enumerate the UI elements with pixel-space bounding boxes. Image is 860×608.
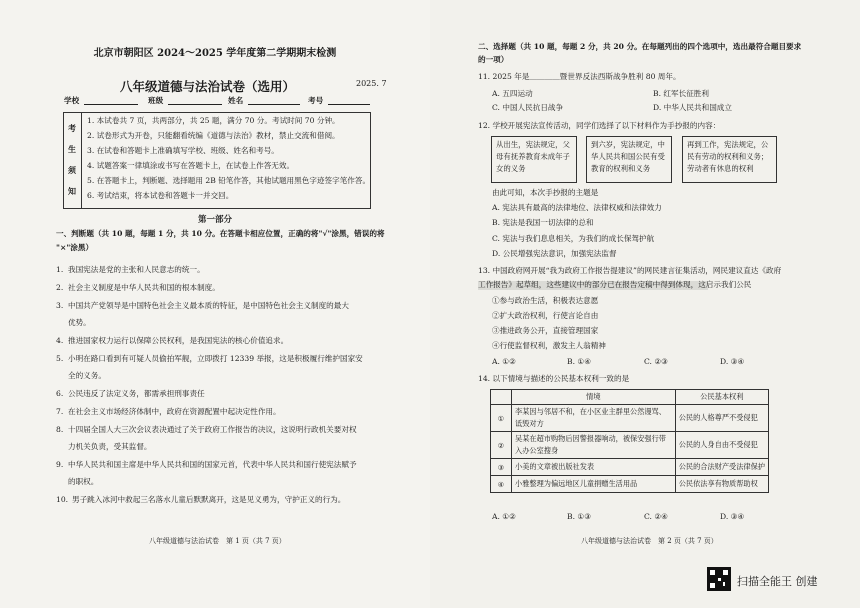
- q14-option-a: A. ①②: [492, 512, 516, 521]
- q12-option-a: A. 宪法具有最高的法律地位、法律权威和法律效力: [492, 203, 662, 212]
- table-row: ① 李某因与邻居不和，在小区业主群里公然谩骂、诋毁对方 公民的人格尊严不受侵犯: [491, 405, 769, 432]
- section-1-instructions-cont: "×"涂黑）: [56, 243, 94, 252]
- page-1-footer: 八年级道德与法治试卷 第 1 页（共 7 页）: [149, 537, 286, 545]
- qr-code-icon: [707, 567, 731, 591]
- notice-item: 6. 考试结束，将本试卷和答题卡一并交回。: [87, 191, 234, 200]
- q13-option-c: C. ②③: [644, 357, 668, 366]
- table-row: ③ 小美的文章被出版社发表 公民的合法财产受法律保护: [491, 459, 769, 476]
- field-name-line: [248, 104, 300, 105]
- question-text: 男子跳入冰河中救起三名落水儿童后默默离开，这是见义勇为，守护正义的行为。: [72, 495, 346, 504]
- q12-stem: 12. 学校开展宪法宣传活动，同学们选择了以下材料作为手抄报的内容：: [478, 121, 721, 130]
- question-number: 4.: [56, 336, 64, 345]
- q13-option-d: D. ③④: [720, 357, 745, 366]
- field-school-line: [84, 104, 138, 105]
- section-2-instructions: 二、选择题（共 10 题，每题 2 分，共 20 分。在每题列出的四个选项中，选出最符合题目要求: [478, 42, 802, 51]
- question-text: 推进国家权力运行以保障公民权利，是我国宪法的核心价值追求。: [68, 336, 289, 345]
- q14-stem: 14. 以下情境与描述的公民基本权利一致的是: [478, 374, 630, 383]
- q14-option-c: C. ②④: [644, 512, 668, 521]
- q14-option-d: D. ③④: [720, 512, 745, 521]
- q11-option-c: C. 中国人民抗日战争: [492, 103, 564, 112]
- question-number: 6.: [56, 389, 64, 398]
- field-name-label: 姓名: [228, 96, 244, 105]
- question-number: 2.: [56, 283, 64, 292]
- q11-option-b: B. 红军长征胜利: [653, 89, 709, 98]
- question-number: 3.: [56, 301, 64, 310]
- field-number-label: 考号: [308, 96, 324, 105]
- notice-side-label: 考 生 须 知: [64, 113, 82, 208]
- question-text: 小明在路口看到有可疑人员偷拍军舰，立即拨打 12339 举报，这是积极履行维护国家安: [68, 354, 363, 363]
- scanner-watermark: 扫描全能王 创建: [737, 575, 818, 588]
- q13-item-1: ①参与政治生活，积极表达意愿: [492, 296, 599, 305]
- question-number: 8.: [56, 425, 64, 434]
- q12-lead: 由此可知，本次手抄报的主题是: [492, 188, 599, 197]
- table-row: ② 吴某在超市购物后因警报器响动，被保安强行带入办公室搜身 公民的人身自由不受侵犯: [491, 432, 769, 459]
- field-number-line: [328, 104, 370, 105]
- question-text-cont: 优势。: [68, 318, 91, 327]
- notice-item: 2. 试卷形式为开卷，只能翻看统编《道德与法治》教材，禁止交流和借阅。: [87, 131, 340, 140]
- exam-title: 八年级道德与法治试卷（选用）: [120, 79, 296, 94]
- q13-item-4: ④行使监督权利，激发主人翁精神: [492, 341, 606, 350]
- question-text: 我国宪法是党的主张和人民意志的统一。: [68, 265, 205, 274]
- field-class-line: [168, 104, 222, 105]
- question-text-cont: 的职权。: [68, 477, 99, 486]
- question-number: 10.: [56, 495, 69, 504]
- notice-item: 3. 在试卷和答题卡上准确填写学校、班级、姓名和考号。: [87, 146, 279, 155]
- question-text: 中华人民共和国主席是中华人民共和国的国家元首，代表中华人民共和国行使宪法赋予: [68, 460, 357, 469]
- part-one-title: 第一部分: [197, 215, 232, 225]
- q14-option-b: B. ①③: [567, 512, 592, 521]
- table-header-right: 公民基本权利: [675, 390, 768, 405]
- q13-item-3: ③推进政务公开，直接管理国家: [492, 326, 599, 335]
- q11-option-a: A. 五四运动: [492, 89, 533, 98]
- question-text: 中国共产党领导是中国特色社会主义最本质的特征，是中国特色社会主义制度的最大: [68, 301, 349, 310]
- q13-option-b: B. ①④: [567, 357, 592, 366]
- question-number: 1.: [56, 265, 64, 274]
- notice-item: 5. 在答题卡上，判断题、选择题用 2B 铅笔作答，其他试题用黑色字迹签字笔作答。: [87, 176, 371, 185]
- question-text-cont: 力机关负责，受其监督。: [68, 442, 152, 451]
- q13-stem: 13. 中国政府网开展“我为政府工作报告提建议”的网民建言征集活动，网民建议直达《政府: [478, 266, 782, 275]
- question-number: 9.: [56, 460, 64, 469]
- question-text-cont: 全的义务。: [68, 371, 106, 380]
- q12-card-education: 到六岁，宪法规定，中华人民共和国公民有受教育的权利和义务: [586, 136, 672, 183]
- q11-option-d: D. 中华人民共和国成立: [653, 103, 732, 112]
- q12-option-d: D. 公民增强宪法意识，加强宪法监督: [492, 249, 617, 258]
- page-2-footer: 八年级道德与法治试卷 第 2 页（共 7 页）: [581, 537, 718, 545]
- q14-rights-table: [490, 389, 769, 493]
- q13-item-2: ②扩大政治权利，行使言论自由: [492, 311, 599, 320]
- notice-item: 1. 本试卷共 7 页，共两部分，共 25 题，满分 70 分。考试时间 70 分钟。: [87, 116, 340, 125]
- question-number: 5.: [56, 354, 64, 363]
- section-1-instructions: 一、判断题（共 10 题，每题 1 分，共 10 分。在答题卡相应位置，正确的将"√"涂黑，错误的将: [56, 229, 385, 238]
- section-2-instructions-cont: 的一项）: [478, 55, 509, 64]
- field-class-label: 班级: [148, 96, 164, 105]
- q13-stem-cont: 工作报告》起草组，这些建议中的部分已在报告定稿中得到体现，这启示我们公民: [478, 280, 752, 289]
- q12-option-c: C. 宪法与我们息息相关，为我们的成长保驾护航: [492, 234, 655, 243]
- question-number: 7.: [56, 407, 64, 416]
- q12-option-b: B. 宪法是我国一切法律的总和: [492, 218, 594, 227]
- table-header-situation: 情境: [512, 390, 676, 405]
- q12-card-work: 再到工作，宪法规定，公民有劳动的权利和义务；劳动者有休息的权利: [682, 136, 777, 183]
- table-header-row: [491, 390, 769, 405]
- field-school-label: 学校: [64, 96, 80, 105]
- question-text: 在社会主义市场经济体制中，政府在资源配置中起决定性作用。: [68, 407, 281, 416]
- q11-stem: 11. 2025 年是＿＿＿＿暨世界反法西斯战争胜利 80 周年。: [478, 72, 681, 81]
- question-text: 十四届全国人大三次会议表决通过了关于政府工作报告的决议，这说明行政机关要对权: [68, 425, 357, 434]
- notice-item: 4. 试题答案一律填涂或书写在答题卡上，在试卷上作答无效。: [87, 161, 295, 170]
- q13-option-a: A. ①②: [492, 357, 516, 366]
- exam-header: 北京市朝阳区 2024～2025 学年度第二学期期末检测: [93, 48, 337, 59]
- exam-notice-box: [63, 112, 371, 209]
- question-text: 公民违反了法定义务，都需承担刑事责任: [68, 389, 205, 398]
- exam-date: 2025. 7: [356, 79, 387, 88]
- table-row: ④ 小雅整理为偏远地区儿童捐赠生活用品 公民依法享有物质帮助权: [491, 476, 769, 493]
- question-text: 社会主义制度是中华人民共和国的根本制度。: [68, 283, 220, 292]
- q12-card-birth: 从出生，宪法规定，父母有抚养教育未成年子女的义务: [491, 136, 577, 183]
